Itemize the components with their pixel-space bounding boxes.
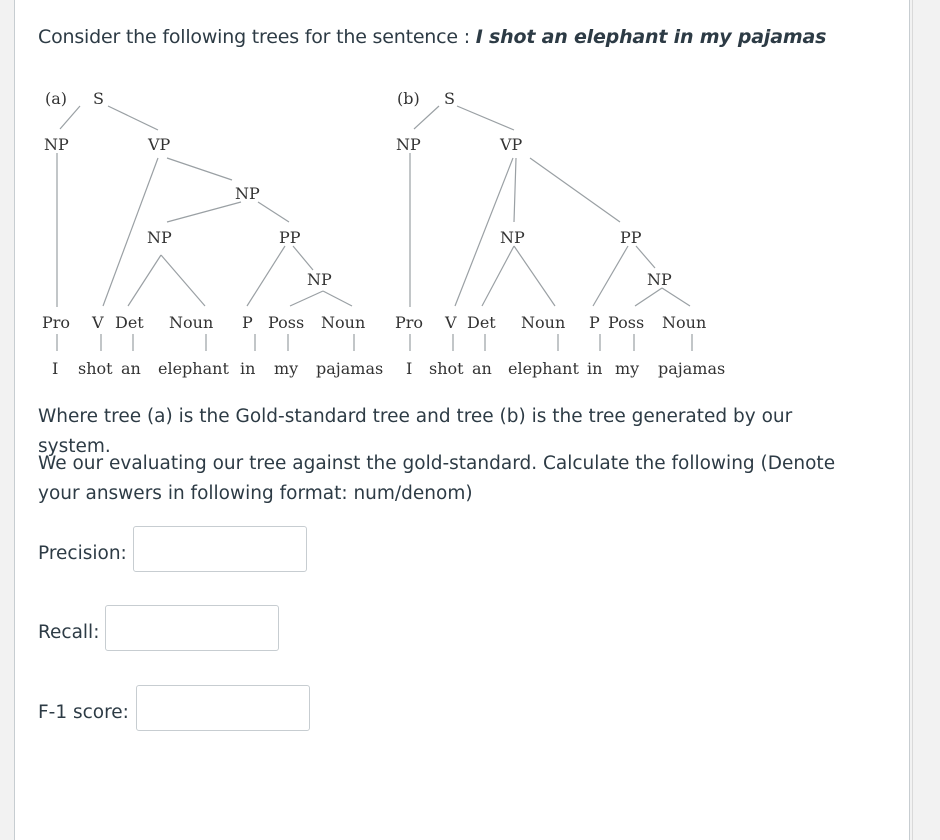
precision-input[interactable] (133, 526, 307, 572)
precision-label: Precision: (38, 543, 127, 564)
tree-a-node-np-object: NP (235, 184, 260, 203)
tree-a-label: (a) (45, 89, 68, 108)
tree-a-pos-0: Pro (42, 313, 71, 332)
tree-b-node-vp: VP (500, 135, 523, 154)
tree-b-pos-2: Det (467, 313, 496, 332)
tree-a-word-4: in (240, 359, 256, 378)
tree-b-word-0: I (406, 359, 413, 378)
tree-a-pos-5: Poss (268, 313, 305, 332)
tree-b-label: (b) (397, 89, 420, 108)
recall-input[interactable] (105, 605, 279, 651)
tree-b-node-pp: PP (620, 228, 642, 247)
tree-a-pos-2: Det (115, 313, 144, 332)
recall-label: Recall: (38, 622, 100, 643)
question-sentence: I shot an elephant in my pajamas (475, 26, 827, 48)
tree-b-word-4: in (587, 359, 603, 378)
f1-input[interactable] (136, 685, 310, 731)
tree-a-node-np-subject: NP (44, 135, 69, 154)
f1-label: F-1 score: (38, 702, 129, 723)
tree-b-word-6: pajamas (658, 359, 726, 378)
tree-b-word-3: elephant (508, 359, 579, 378)
tree-b-node-s: S (444, 89, 455, 108)
tree-a-word-1: shot (78, 359, 113, 378)
instruction-text: We our evaluating our tree against the gold-standard. Calculate the following (Denote your answers in following format: num/denom) (38, 453, 836, 504)
tree-a-node-s: S (93, 89, 104, 108)
tree-b-word-2: an (472, 359, 492, 378)
tree-b-pos-6: Noun (662, 313, 707, 332)
tree-b-pos-4: P (589, 313, 600, 332)
question-prefix: Consider the following trees for the sentence : (38, 26, 476, 48)
tree-b-pos-1: V (445, 313, 457, 332)
tree-a-pos-4: P (242, 313, 253, 332)
tree-b-node-np-elephant: NP (500, 228, 525, 247)
tree-b-pos-5: Poss (608, 313, 645, 332)
tree-a-word-0: I (52, 359, 59, 378)
tree-a-word-3: elephant (158, 359, 229, 378)
tree-a-node-vp: VP (148, 135, 171, 154)
parse-trees-figure (30, 80, 750, 390)
tree-b-node-np-subject: NP (396, 135, 421, 154)
tree-b-pos-0: Pro (395, 313, 424, 332)
tree-a-node-np-elephant: NP (147, 228, 172, 247)
tree-b-pos-3: Noun (521, 313, 566, 332)
tree-a-word-2: an (121, 359, 141, 378)
tree-a-pos-6: Noun (321, 313, 366, 332)
tree-b-node-np-pajamas: NP (647, 270, 672, 289)
tree-a-word-6: pajamas (316, 359, 384, 378)
description-text: Where tree (a) is the Gold-standard tree and tree (b) is the tree generated by our system. (38, 406, 793, 457)
tree-b-word-1: shot (429, 359, 464, 378)
scrollbar[interactable] (912, 0, 940, 840)
tree-a-node-np-pajamas: NP (307, 270, 332, 289)
question-text (38, 26, 826, 48)
tree-a-word-5: my (274, 359, 299, 378)
tree-a-pos-1: V (92, 313, 104, 332)
tree-a-node-pp: PP (279, 228, 301, 247)
tree-b-word-5: my (615, 359, 640, 378)
tree-a-pos-3: Noun (169, 313, 214, 332)
